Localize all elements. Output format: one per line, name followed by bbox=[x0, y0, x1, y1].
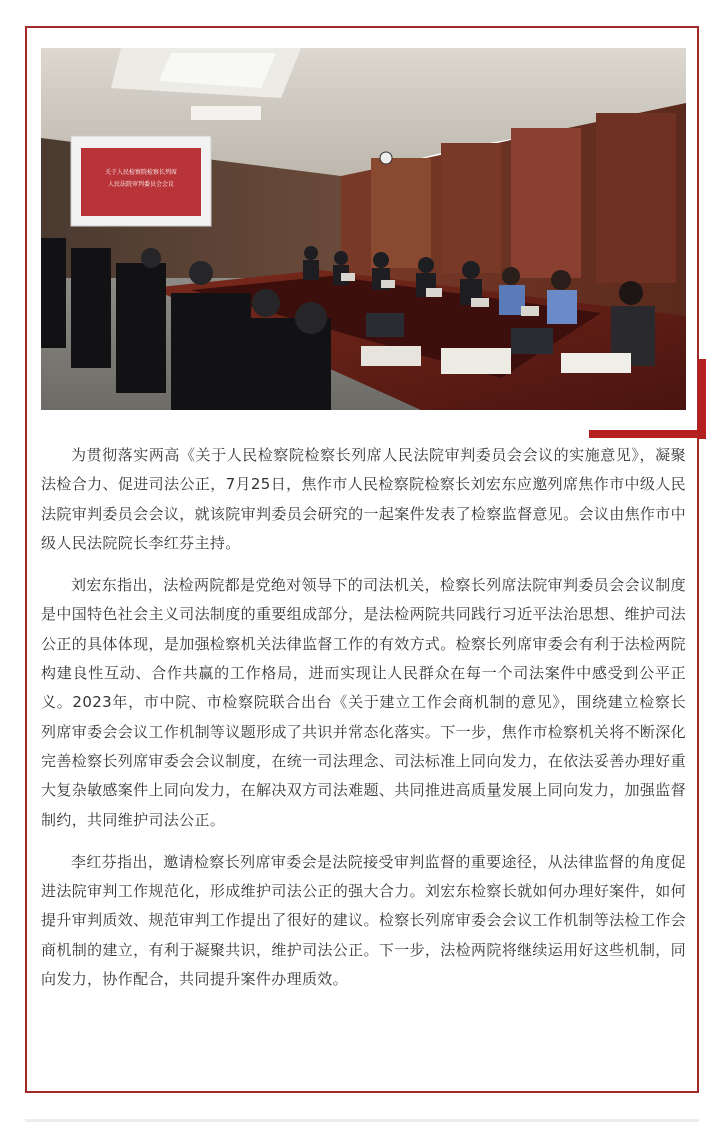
meeting-photo-frame bbox=[41, 48, 686, 410]
paragraph-intro: 为贯彻落实两高《关于人民检察院检察长列席人民法院审判委员会会议的实施意见》，凝聚法检合力、促进司法公正，7月25日，焦作市人民检察院检察长刘宏东应邀列席焦作市中级人民法院审判委员会会议，就该院审判委员会研究的一起案件发表了检察监督意见。会议由焦作市中级人民法院院长李红芬主持。 bbox=[41, 446, 686, 552]
paragraph-liu-hongdong-remarks: 刘宏东指出，法检两院都是党绝对领导下的司法机关，检察长列席法院审判委员会会议制度是中国特色社会主义司法制度的重要组成部分，是法检两院共同践行习近平法治思想、维护司法公正的具体体现，是加强检察机关法律监督工作的有效方式。检察长列席审委会有利于法检两院构建良性互动、合作共赢的工作格局，进而实现让人民群众在每一个司法案件中感受到公平正义。2023年，市中院、市检察院联合出台《关于建立工作会商机制的意见》，围绕建立检察长列席审委会会议工作机制等议题形成了共识并常态化落实。下一步，焦作市检察机关将不断深化完善检察长列席审委会会议制度，在统一司法理念、司法标准上同向发力，在依法妥善办理好重大复杂敏感案件上同向发力，在解决双方司法难题、共同推进高质量发展上同向发力，加强监督制约，共同维护司法公正。 bbox=[41, 576, 686, 829]
svg-text:关于人民检察院检察长列席: 关于人民检察院检察长列席 bbox=[104, 169, 178, 176]
article-card bbox=[25, 26, 699, 1093]
photo-accent-horizontal bbox=[589, 430, 706, 438]
article-body bbox=[41, 441, 686, 1007]
meeting-photo bbox=[41, 48, 686, 410]
paragraph-li-hongfen-remarks: 李红芬指出，邀请检察长列席审委会是法院接受审判监督的重要途径，从法律监督的角度促进法院审判工作规范化，形成维护司法公正的强大合力。刘宏东检察长就如何办理好案件，如何提升审判质效、规范审判工作提出了很好的建议。检察长列席审委会会议工作机制等法检工作会商机制的建立，有利于凝聚共识，维护司法公正。下一步，法检两院将继续运用好这些机制，同向发力，协作配合，共同提升案件办理质效。 bbox=[41, 852, 686, 989]
svg-text:人民法院审判委员会会议: 人民法院审判委员会会议 bbox=[107, 181, 175, 188]
photo-accent-vertical bbox=[698, 359, 706, 439]
